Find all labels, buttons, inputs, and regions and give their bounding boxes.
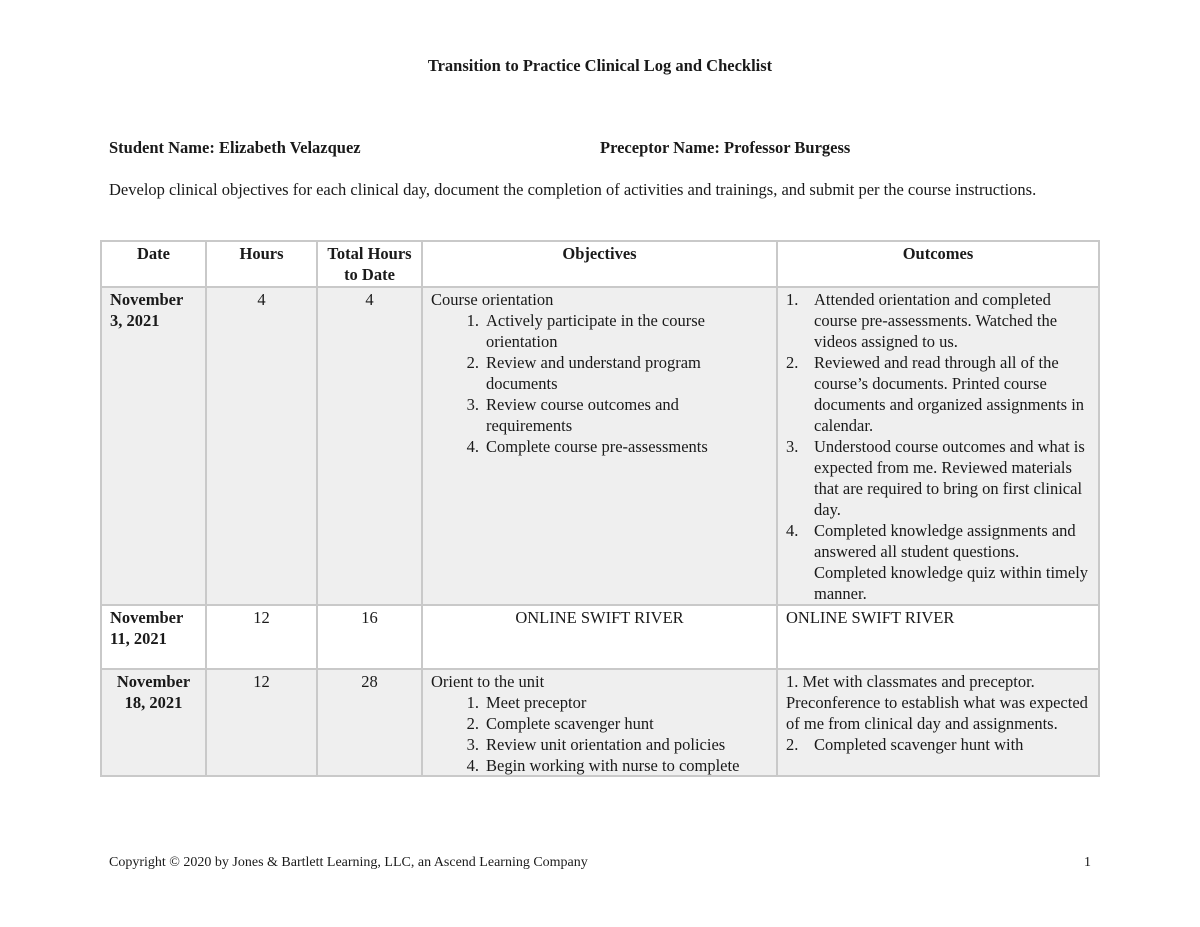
student-name: Student Name: Elizabeth Velazquez	[109, 138, 361, 157]
header-total-hours: Total Hours to Date	[317, 241, 422, 287]
row-outcomes	[777, 669, 1099, 776]
row-outcomes	[777, 287, 1099, 605]
document-title: Transition to Practice Clinical Log and Checklist	[427, 56, 773, 75]
list-item: 4. Begin working with nurse to complete	[466, 756, 740, 775]
list-item: 4. Complete course pre-assessments	[466, 437, 708, 456]
table-header-row	[101, 241, 1099, 287]
list-item: 2. Reviewed and read through all of the course’s documents. Printed course documents and organized assignments in calendar.	[786, 353, 1085, 435]
row-objectives	[422, 287, 777, 605]
row-total-hours: 16	[317, 605, 422, 669]
header-outcomes: Outcomes	[777, 241, 1099, 287]
row-hours: 12	[206, 605, 317, 669]
row-hours: 12	[206, 669, 317, 776]
list-item: 1. Actively participate in the course orientation	[466, 311, 705, 351]
row-hours: 4	[206, 287, 317, 605]
row-date: November 11, 2021	[101, 605, 206, 669]
name-line	[109, 138, 851, 158]
table-row	[101, 669, 1099, 776]
row-objectives	[422, 669, 777, 776]
outcomes-intro: 1. Met with classmates and preceptor. Preconference to establish what was expected of me from clinical day and assignments.	[786, 672, 1088, 733]
footer-copyright: Copyright © 2020 by Jones & Bartlett Learning, LLC, an Ascend Learning Company	[109, 855, 588, 870]
row-objectives: ONLINE SWIFT RIVER	[422, 605, 777, 669]
objectives-list	[431, 310, 768, 457]
clinical-log-table	[100, 240, 1100, 777]
objectives-intro: Orient to the unit	[431, 672, 545, 691]
header-date: Date	[101, 241, 206, 287]
row-date: November 3, 2021	[101, 287, 206, 605]
instructions-text: Develop clinical objectives for each clinical day, document the completion of activities and trainings, and submit per the course instructions.	[109, 180, 1037, 199]
preceptor-name: Preceptor Name: Professor Burgess	[600, 138, 851, 157]
header-hours: Hours	[206, 241, 317, 287]
list-item: 2. Complete scavenger hunt	[466, 714, 654, 733]
list-item: 3. Review course outcomes and requirements	[466, 395, 679, 435]
objectives-intro: Course orientation	[431, 290, 554, 309]
list-item: 3. Understood course outcomes and what is expected from me. Reviewed materials that are required to bring on first clinical day.	[786, 437, 1085, 519]
outcomes-list	[786, 734, 1090, 755]
list-item: 3. Review unit orientation and policies	[466, 735, 726, 754]
table-row	[101, 287, 1099, 605]
footer-page-number: 1	[1084, 855, 1091, 870]
row-outcomes: ONLINE SWIFT RIVER	[777, 605, 1099, 669]
row-date: November 18, 2021	[101, 669, 206, 776]
row-total-hours: 28	[317, 669, 422, 776]
outcomes-list	[786, 289, 1090, 604]
list-item: 4. Completed knowledge assignments and answered all student questions. Completed knowledge quiz within timely manner.	[786, 521, 1089, 603]
list-item: 2. Review and understand program documents	[466, 353, 701, 393]
header-objectives: Objectives	[422, 241, 777, 287]
list-item: 1. Attended orientation and completed course pre-assessments. Watched the videos assigned to us.	[786, 290, 1058, 351]
objectives-list	[431, 692, 768, 775]
row-total-hours: 4	[317, 287, 422, 605]
list-item: 2. Completed scavenger hunt with	[786, 735, 1024, 754]
list-item: 1. Meet preceptor	[466, 693, 587, 712]
table-row	[101, 605, 1099, 669]
